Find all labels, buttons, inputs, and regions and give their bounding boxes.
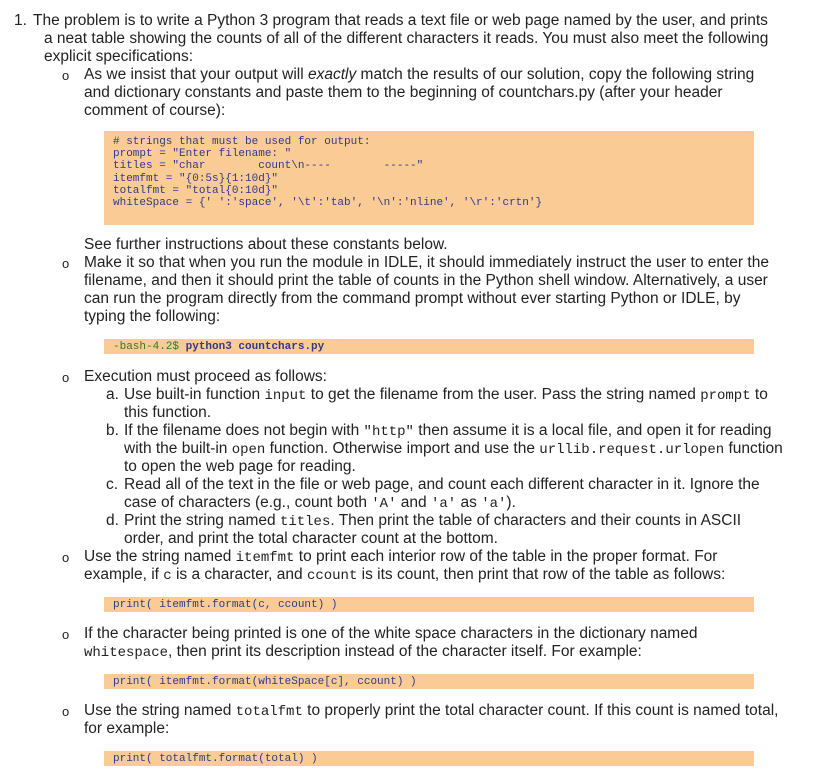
bullet5-line-2: whitespace, then print its description instead of the character itself. For example: xyxy=(84,643,642,661)
bullet6-line-1: Use the string named totalfmt to properly print the total character count. If this count is named total, xyxy=(84,702,779,720)
step-a-line-1: Use built-in function input to get the filename from the user. Pass the string named prompt to xyxy=(124,386,768,404)
step-c-line-1: Read all of the text in the file or web page, and count each different character in it. Ignore the xyxy=(124,476,760,493)
code-line: itemfmt = "{0:5s}{1:10d}" xyxy=(113,172,279,185)
bullet6-line-2: for example: xyxy=(84,720,170,737)
bullet-marker: o xyxy=(62,370,70,385)
code-line: titles = "char count\n---- -----" xyxy=(113,160,424,173)
item-number: 1. xyxy=(14,12,27,29)
step-d-line-1: Print the string named titles. Then print the table of characters and their counts in ASCII xyxy=(124,512,742,530)
bullet2-line-1: Make it so that when you run the module in IDLE, it should immediately instruct the user to enter the xyxy=(84,254,769,271)
bullet4-line-1: Use the string named itemfmt to print each interior row of the table in the proper format. For xyxy=(84,548,718,566)
code-line: whiteSpace = {' ':'space', '\t':'tab', '\n':'nline', '\r':'crtn'} xyxy=(113,197,543,210)
step-a-line-2: this function. xyxy=(124,404,212,421)
step-c-line-2: case of characters (e.g., count both 'A' and 'a' as 'a'). xyxy=(124,494,516,512)
bullet2-line-3: can run the program directly from the command prompt without ever starting Python or IDLE, by xyxy=(84,290,741,307)
bullet-marker: o xyxy=(62,68,70,83)
constants-code-block xyxy=(104,131,754,225)
totalfmt-code-block: print( totalfmt.format(total) ) xyxy=(104,751,754,766)
shell-command: python3 countchars.py xyxy=(185,341,325,353)
bullet-marker: o xyxy=(62,627,70,642)
step-d-line-2: order, and print the total character count at the bottom. xyxy=(124,530,498,547)
step-b-label: b. xyxy=(106,422,119,439)
itemfmt-code-block: print( itemfmt.format(c, ccount) ) xyxy=(104,597,754,612)
bullet4-line-2: example, if c is a character, and ccount is its count, then print that row of the table as follows: xyxy=(84,566,726,584)
code-line: totalfmt = "total{0:10d}" xyxy=(113,184,279,197)
bullet-marker: o xyxy=(62,256,70,271)
code-line: # strings that must be used for output: xyxy=(113,136,371,148)
see-further-text: See further instructions about these constants below. xyxy=(84,236,448,253)
bullet1-line-1: As we insist that your output will exactly match the results of our solution, copy the following string xyxy=(84,66,755,83)
bullet-marker: o xyxy=(62,550,70,565)
bullet1-line-2: and dictionary constants and paste them to the beginning of countchars.py (after your header xyxy=(84,84,723,101)
step-a-label: a. xyxy=(106,386,119,403)
code-line: prompt = "Enter filename: " xyxy=(113,148,292,161)
intro-line-1: The problem is to write a Python 3 program that reads a text file or web page named by the user, and prints xyxy=(33,12,768,29)
intro-line-3: explicit specifications: xyxy=(44,48,194,65)
step-b-line-2: with the built-in open function. Otherwise import and use the urllib.request.urlopen function xyxy=(124,440,783,458)
intro-line-2: a neat table showing the counts of all of the different characters it reads. You must also meet the following xyxy=(44,30,769,47)
step-d-label: d. xyxy=(106,512,119,529)
step-b-line-1: If the filename does not begin with "http" then assume it is a local file, and open it for reading xyxy=(124,422,772,440)
bullet2-line-4: typing the following: xyxy=(84,308,221,325)
shell-prompt: -bash-4.2$ xyxy=(113,341,186,353)
shell-command-block xyxy=(104,339,754,354)
bullet1-line-3: comment of course): xyxy=(84,102,226,119)
bullet2-line-2: filename, and then it should print the table of counts in the Python shell window. Alternatively, a user xyxy=(84,272,768,289)
step-b-line-3: to open the web page for reading. xyxy=(124,458,356,475)
bullet5-line-1: If the character being printed is one of the white space characters in the dictionary named xyxy=(84,625,698,642)
step-c-label: c. xyxy=(106,476,119,493)
whitespace-code-block: print( itemfmt.format(whiteSpace[c], ccount) ) xyxy=(104,674,754,689)
bullet-marker: o xyxy=(62,704,70,719)
bullet3-heading: Execution must proceed as follows: xyxy=(84,368,327,385)
